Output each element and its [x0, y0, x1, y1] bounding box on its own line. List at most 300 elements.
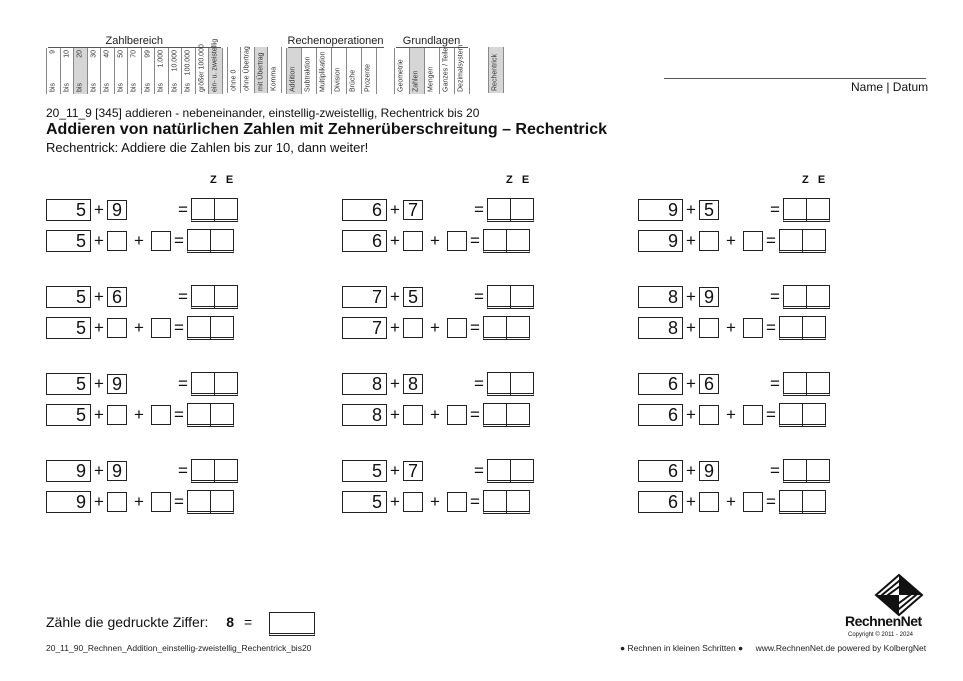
tens-cell[interactable]: [784, 460, 807, 482]
range-value: 30: [90, 50, 97, 58]
equals-sign: =: [174, 231, 184, 250]
second-addend: 6: [699, 374, 719, 394]
header-category: [361, 48, 377, 94]
first-addend: 9: [75, 460, 86, 481]
ones-cell[interactable]: [215, 286, 237, 308]
first-addend: 7: [371, 286, 382, 307]
ones-cell[interactable]: [807, 373, 829, 395]
answer-box[interactable]: [487, 285, 534, 309]
range-prefix: bis: [130, 83, 138, 92]
range-prefix: bis: [63, 83, 70, 92]
equals-sign: =: [174, 318, 184, 337]
header-category: [141, 48, 155, 94]
exercise-split-row: [342, 490, 530, 514]
tens-cell[interactable]: [192, 373, 215, 395]
first-addend: 8: [667, 317, 678, 338]
range-prefix: bis: [76, 83, 84, 92]
blank-box[interactable]: [447, 318, 467, 338]
category-label: Komma: [270, 66, 278, 91]
answer-box[interactable]: [783, 372, 830, 396]
header-category: [87, 48, 101, 94]
plus-sign: +: [430, 318, 440, 337]
tens-ones-header: Z E: [210, 174, 234, 186]
exercise-split-row: [638, 403, 826, 427]
range-prefix: bis: [103, 83, 111, 92]
plus-sign: +: [134, 405, 144, 424]
header-category: [46, 48, 60, 94]
equals-sign: =: [470, 492, 480, 511]
exercise-split-row: [46, 403, 234, 427]
first-addend: 8: [371, 404, 382, 425]
answer-box[interactable]: [483, 316, 530, 340]
tens-cell[interactable]: [484, 317, 507, 339]
answer-box[interactable]: [779, 403, 826, 427]
blank-box[interactable]: [447, 492, 467, 512]
answer-box[interactable]: [483, 403, 530, 427]
plus-sign: +: [134, 231, 144, 250]
tens-cell[interactable]: [188, 404, 211, 426]
first-addend-box: [638, 491, 683, 513]
equals-sign: =: [174, 405, 184, 424]
answer-box[interactable]: [487, 459, 534, 483]
header-category: [195, 44, 209, 94]
blank-box[interactable]: [743, 492, 763, 512]
blank-box[interactable]: [403, 492, 423, 512]
header-category: [208, 38, 223, 94]
answer-box[interactable]: [783, 198, 830, 222]
plus-sign: +: [686, 231, 696, 250]
header-group-title: [490, 35, 502, 47]
category-label: Division: [334, 67, 341, 92]
blank-box[interactable]: [403, 318, 423, 338]
first-addend-box: [342, 199, 387, 221]
header-category: [100, 48, 114, 94]
header-category: [394, 48, 409, 94]
ones-cell[interactable]: [215, 373, 237, 395]
answer-box[interactable]: [783, 285, 830, 309]
tens-cell[interactable]: [488, 199, 511, 221]
answer-box[interactable]: [191, 285, 238, 309]
tens-cell[interactable]: [488, 373, 511, 395]
header-category: [331, 48, 346, 94]
tens-cell[interactable]: [784, 373, 807, 395]
plus-sign: +: [94, 287, 104, 306]
tens-cell[interactable]: [780, 230, 803, 252]
header-category: [409, 48, 424, 94]
tens-cell[interactable]: [784, 286, 807, 308]
header-category: [488, 47, 504, 93]
first-addend: 6: [667, 404, 678, 425]
category-label: Geometrie: [397, 59, 405, 92]
series-name: ● Rechnen in kleinen Schritten ●: [620, 643, 744, 653]
equals-sign: =: [474, 374, 484, 393]
tens-cell[interactable]: [780, 317, 803, 339]
tens-cell[interactable]: [484, 491, 507, 513]
first-addend-box: [342, 230, 387, 252]
first-addend: 6: [371, 230, 382, 251]
ones-cell[interactable]: [507, 230, 529, 252]
plus-sign: +: [686, 405, 696, 424]
plus-sign: +: [390, 200, 400, 219]
category-label: mit Übertrag: [257, 52, 264, 91]
answer-box[interactable]: [487, 198, 534, 222]
ones-cell[interactable]: [807, 286, 829, 308]
exercise-row: [342, 459, 534, 483]
header-category: [240, 47, 254, 93]
plus-sign: +: [94, 318, 104, 337]
blank-box[interactable]: [107, 492, 127, 512]
blank-box[interactable]: [151, 492, 171, 512]
first-addend-box: [46, 491, 91, 513]
first-addend: 5: [371, 491, 382, 512]
first-addend-box: [46, 286, 91, 308]
blank-box[interactable]: [447, 231, 467, 251]
plus-sign: +: [726, 318, 736, 337]
brand-name: RechnenNet: [845, 613, 922, 629]
range-prefix: bis: [144, 83, 151, 92]
header-group: [394, 35, 470, 94]
answer-box[interactable]: [779, 316, 826, 340]
plus-sign: +: [94, 492, 104, 511]
exercise-split-row: [46, 229, 234, 253]
first-addend: 6: [667, 460, 678, 481]
header-category: [316, 48, 331, 94]
blank-box[interactable]: [403, 231, 423, 251]
name-line: [664, 78, 926, 79]
plus-sign: +: [94, 461, 104, 480]
range-value: 10: [63, 50, 70, 58]
ones-cell[interactable]: [511, 373, 533, 395]
tens-cell[interactable]: [188, 230, 211, 252]
header-category: [424, 48, 439, 94]
tens-cell[interactable]: [784, 199, 807, 221]
first-addend: 9: [75, 491, 86, 512]
second-addend: 9: [107, 200, 127, 220]
second-addend: 9: [107, 374, 127, 394]
tens-cell[interactable]: [484, 230, 507, 252]
plus-sign: +: [686, 318, 696, 337]
plus-sign: +: [390, 374, 400, 393]
file-name: 20_11_90_Rechnen_Addition_einstellig-zweistellig_Rechentrick_bis20: [46, 643, 312, 653]
range-value: 9: [49, 50, 57, 54]
blank-box[interactable]: [699, 405, 719, 425]
blank-box[interactable]: [151, 231, 171, 251]
blank-box[interactable]: [403, 405, 423, 425]
first-addend-box: [638, 404, 683, 426]
ones-cell[interactable]: [803, 491, 825, 513]
equals-sign: =: [770, 461, 780, 480]
tens-cell[interactable]: [188, 317, 211, 339]
blank-box[interactable]: [151, 405, 171, 425]
ones-cell[interactable]: [211, 404, 233, 426]
answer-box[interactable]: [191, 459, 238, 483]
answer-box[interactable]: [779, 229, 826, 253]
tens-cell[interactable]: [192, 460, 215, 482]
equals-sign: =: [766, 405, 776, 424]
header-category: [73, 48, 87, 94]
header-category: [454, 44, 470, 94]
tens-cell[interactable]: [488, 286, 511, 308]
ones-cell[interactable]: [507, 491, 529, 513]
tens-cell[interactable]: [780, 404, 803, 426]
first-addend: 8: [667, 286, 678, 307]
plus-sign: +: [726, 492, 736, 511]
first-addend-box: [342, 317, 387, 339]
equals-sign: =: [766, 318, 776, 337]
header-group-title: [229, 35, 280, 47]
plus-sign: +: [390, 405, 400, 424]
category-label: Brüche: [349, 69, 356, 92]
range-prefix: bis: [184, 83, 192, 92]
ones-cell[interactable]: [807, 199, 829, 221]
worksheet-meta: 20_11_9 [345] addieren - nebeneinander, einstellig-zweistellig, Rechentrick bis 20: [46, 106, 480, 120]
first-addend-box: [46, 460, 91, 482]
range-prefix: bis: [117, 83, 124, 92]
header-group: [46, 35, 223, 94]
second-addend: 7: [403, 461, 423, 481]
category-label: Subtraktion: [304, 56, 311, 92]
page-title: Addieren von natürlichen Zahlen mit Zehnerüberschreitung – Rechentrick: [46, 121, 607, 138]
range-prefix: bis: [90, 83, 97, 92]
exercise-split-row: [46, 316, 234, 340]
plus-sign: +: [430, 231, 440, 250]
ones-cell[interactable]: [215, 460, 237, 482]
first-addend-box: [46, 199, 91, 221]
equals-sign: =: [474, 461, 484, 480]
range-prefix: bis: [49, 83, 57, 92]
equals-sign: =: [770, 200, 780, 219]
count-label: Zähle die gedruckte Ziffer:: [46, 614, 209, 630]
plus-sign: +: [686, 492, 696, 511]
category-label: Ganzes / Teile: [442, 47, 450, 92]
ones-cell[interactable]: [807, 460, 829, 482]
first-addend: 5: [75, 317, 86, 338]
equals-sign: =: [178, 374, 188, 393]
second-addend: 5: [699, 200, 719, 220]
tens-cell[interactable]: [780, 491, 803, 513]
exercise-split-row: [638, 316, 826, 340]
site-url: www.RechnenNet.de powered by KolbergNet: [755, 643, 927, 653]
first-addend: 5: [75, 373, 86, 394]
category-label: Mengen: [427, 66, 435, 92]
equals-sign: =: [178, 200, 188, 219]
answer-box[interactable]: [779, 490, 826, 514]
equals-sign: =: [470, 231, 480, 250]
category-label: Zahlen: [412, 70, 420, 92]
header-category: [114, 48, 128, 94]
exercise-row: [46, 285, 238, 309]
answer-box[interactable]: [187, 229, 234, 253]
ones-cell[interactable]: [215, 199, 237, 221]
footer-credits: [620, 643, 926, 653]
header-group-title: Grundlagen: [396, 35, 468, 48]
plus-sign: +: [134, 318, 144, 337]
plus-sign: +: [430, 405, 440, 424]
second-addend: 6: [107, 287, 127, 307]
blank-box[interactable]: [743, 231, 763, 251]
category-label: Rechentrick: [491, 54, 499, 91]
second-addend: 9: [699, 287, 719, 307]
second-addend: 8: [403, 374, 423, 394]
header-group-title: Rechenoperationen: [287, 35, 384, 47]
first-addend-box: [342, 373, 387, 395]
range-value: 50: [117, 50, 124, 58]
range-value: 1.000: [157, 50, 165, 68]
first-addend-box: [638, 230, 683, 252]
header-category: [181, 48, 195, 94]
blank-box[interactable]: [151, 318, 171, 338]
equals-sign: =: [770, 287, 780, 306]
exercise-split-row: [46, 490, 234, 514]
category-label: Multiplikation: [319, 51, 326, 92]
first-addend: 6: [667, 491, 678, 512]
count-digit: 8: [226, 614, 235, 630]
classification-grid: [46, 35, 504, 94]
equals-sign: =: [174, 492, 184, 511]
blank-box[interactable]: [107, 405, 127, 425]
ones-cell[interactable]: [211, 230, 233, 252]
first-addend-box: [342, 404, 387, 426]
equals-sign: =: [770, 374, 780, 393]
ones-cell[interactable]: [211, 491, 233, 513]
count-equals: =: [243, 614, 253, 630]
first-addend: 8: [371, 373, 382, 394]
header-group: [286, 35, 386, 94]
answer-box[interactable]: [191, 372, 238, 396]
plus-sign: +: [390, 231, 400, 250]
tens-ones-header: Z E: [802, 174, 826, 186]
tens-cell[interactable]: [192, 199, 215, 221]
first-addend: 6: [371, 199, 382, 220]
first-addend: 5: [75, 230, 86, 251]
first-addend-box: [342, 286, 387, 308]
plus-sign: +: [686, 200, 696, 219]
header-category: [286, 48, 301, 94]
blank-box[interactable]: [699, 231, 719, 251]
ones-cell[interactable]: [211, 317, 233, 339]
ones-cell[interactable]: [803, 230, 825, 252]
header-group: [488, 35, 504, 93]
second-addend: 5: [403, 287, 423, 307]
header-category: [439, 48, 454, 94]
equals-sign: =: [470, 318, 480, 337]
first-addend: 9: [667, 230, 678, 251]
first-addend: 5: [75, 199, 86, 220]
blank-box[interactable]: [743, 318, 763, 338]
header-category: [168, 48, 182, 94]
blank-box[interactable]: [743, 405, 763, 425]
equals-sign: =: [474, 200, 484, 219]
ones-cell[interactable]: [507, 317, 529, 339]
blank-box[interactable]: [699, 318, 719, 338]
plus-sign: +: [726, 231, 736, 250]
exercise-row: [638, 285, 830, 309]
first-addend-box: [638, 317, 683, 339]
first-addend: 5: [75, 404, 86, 425]
count-answer-box[interactable]: [269, 612, 315, 636]
tens-cell[interactable]: [188, 491, 211, 513]
rechnennet-logo-icon: [874, 573, 924, 617]
blank-box[interactable]: [699, 492, 719, 512]
ones-cell[interactable]: [803, 404, 825, 426]
category-label: Prozente: [364, 63, 371, 92]
ones-cell[interactable]: [511, 286, 533, 308]
tens-cell[interactable]: [488, 460, 511, 482]
equals-sign: =: [178, 461, 188, 480]
instruction: Rechentrick: Addiere die Zahlen bis zur 10, dann weiter!: [46, 140, 369, 155]
exercise-row: [342, 198, 534, 222]
range-value: 70: [130, 50, 138, 58]
answer-box[interactable]: [487, 372, 534, 396]
range-prefix: bis: [171, 83, 178, 92]
equals-sign: =: [470, 405, 480, 424]
exercise-row: [46, 459, 238, 483]
answer-box[interactable]: [187, 316, 234, 340]
answer-box[interactable]: [187, 490, 234, 514]
first-addend-box: [46, 404, 91, 426]
ones-cell[interactable]: [511, 460, 533, 482]
header-category: [127, 48, 141, 94]
first-addend-box: [46, 373, 91, 395]
answer-box[interactable]: [187, 403, 234, 427]
range-prefix: bis: [157, 83, 165, 92]
first-addend-box: [46, 230, 91, 252]
first-addend-box: [638, 199, 683, 221]
exercise-row: [342, 285, 534, 309]
blank-box[interactable]: [107, 231, 127, 251]
answer-box[interactable]: [483, 229, 530, 253]
plus-sign: +: [686, 461, 696, 480]
ones-cell[interactable]: [511, 199, 533, 221]
first-addend: 5: [371, 460, 382, 481]
range-value: 10.000: [171, 50, 178, 72]
header-category: [254, 47, 268, 93]
plus-sign: +: [430, 492, 440, 511]
header-category: [301, 48, 316, 94]
plus-sign: +: [390, 461, 400, 480]
range-value: 40: [103, 50, 111, 58]
exercise-split-row: [342, 316, 530, 340]
answer-box[interactable]: [191, 198, 238, 222]
exercise-row: [638, 198, 830, 222]
range-value: 99: [144, 50, 151, 58]
header-category: [346, 48, 361, 94]
exercise-row: [638, 459, 830, 483]
blank-box[interactable]: [107, 318, 127, 338]
first-addend-box: [638, 460, 683, 482]
ones-cell[interactable]: [507, 404, 529, 426]
equals-sign: =: [474, 287, 484, 306]
equals-sign: =: [766, 231, 776, 250]
answer-box[interactable]: [483, 490, 530, 514]
blank-box[interactable]: [447, 405, 467, 425]
plus-sign: +: [726, 405, 736, 424]
first-addend-box: [342, 491, 387, 513]
ones-cell[interactable]: [803, 317, 825, 339]
first-addend: 9: [667, 199, 678, 220]
tens-cell[interactable]: [192, 286, 215, 308]
header-category: [60, 48, 74, 94]
category-label: ohne Übertrag: [243, 46, 251, 91]
name-date-label: Name | Datum: [851, 80, 929, 94]
exercise-split-row: [638, 229, 826, 253]
answer-box[interactable]: [783, 459, 830, 483]
header-category: [267, 47, 282, 93]
equals-sign: =: [178, 287, 188, 306]
first-addend-box: [46, 317, 91, 339]
tens-cell[interactable]: [484, 404, 507, 426]
second-addend: 9: [699, 461, 719, 481]
